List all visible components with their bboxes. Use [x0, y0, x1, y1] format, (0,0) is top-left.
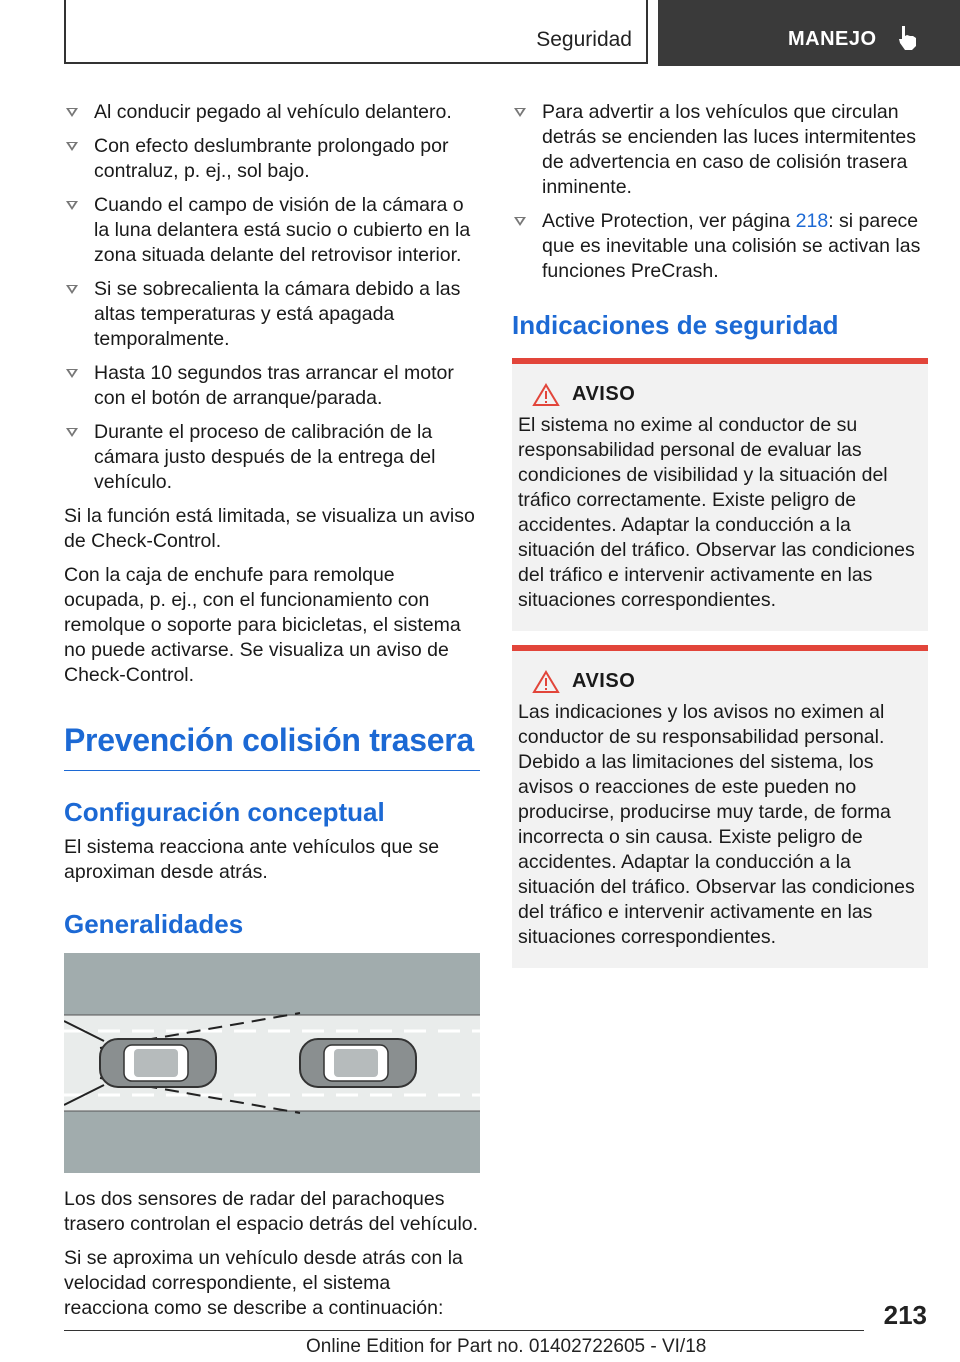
footer-edition: Online Edition for Part no. 01402722605 - VI/18	[306, 1336, 707, 1357]
header-section-box	[64, 0, 648, 64]
list-item: Si se sobrecalienta la cámara debido a las altas temperaturas y está apagada temporalmente.	[64, 277, 480, 352]
list-item: Hasta 10 segundos tras arrancar el motor con el botón de arranque/parada.	[64, 361, 480, 411]
triangle-bullet-icon	[66, 142, 78, 151]
paragraph: Con la caja de enchufe para remolque ocupada, p. ej., con el funcionamiento con remolque o soporte para bicicletas, el sistema no puede activarse. Se visualiza un aviso de Check-Control.	[64, 564, 461, 686]
list-item: Con efecto deslumbrante prolongado por contraluz, p. ej., sol bajo.	[64, 134, 480, 184]
rear-radar-illustration	[64, 953, 480, 1173]
warning-triangle-icon	[532, 383, 560, 407]
subsection-heading: Configuración conceptual	[64, 797, 385, 827]
section-heading: Prevención colisión trasera	[64, 720, 480, 771]
footer-divider	[64, 1330, 864, 1331]
warning-text: Las indicaciones y los avisos no eximen al conductor de su responsabilidad personal. Debido a las limitaciones del sistema, los avisos o reacciones de este pueden no producirse, producirse muy tarde, de forma incorrecta o sin causa. Existe peligro de accidentes. Adaptar la conducción a la situación del tráfico. Observar las condiciones del tráfico e intervenir activamente en las situaciones correspondientes.	[518, 701, 915, 948]
triangle-bullet-icon	[514, 108, 526, 117]
warning-box	[512, 645, 928, 968]
header-chapter-title: MANEJO	[788, 28, 877, 50]
pointing-hand-icon	[896, 24, 920, 52]
triangle-bullet-icon	[66, 108, 78, 117]
list-item: Durante el proceso de calibración de la cámara justo después de la entrega del vehículo.	[64, 420, 480, 495]
triangle-bullet-icon	[66, 369, 78, 378]
page-number: 213	[883, 1300, 927, 1330]
list-item: Al conducir pegado al vehículo delantero.	[64, 100, 480, 125]
warning-triangle-icon	[532, 670, 560, 694]
warning-box	[512, 358, 928, 631]
triangle-bullet-icon	[66, 201, 78, 210]
subsection-heading: Generalidades	[64, 909, 244, 939]
right-column	[512, 100, 928, 982]
paragraph: Los dos sensores de radar del parachoques trasero controlan el espacio detrás del vehículo.	[64, 1188, 479, 1235]
header-chapter-box	[658, 0, 960, 66]
reaction-list	[512, 100, 928, 284]
warning-title: AVISO	[572, 670, 636, 692]
page-link[interactable]: 218	[795, 210, 829, 232]
list-item: Active Protection, ver página 218: si parece que es inevitable una colisión se activan las funciones PreCrash.	[512, 209, 928, 284]
triangle-bullet-icon	[66, 428, 78, 437]
triangle-bullet-icon	[66, 285, 78, 294]
left-column	[64, 100, 480, 1330]
list-item: Para advertir a los vehículos que circulan detrás se encienden las luces intermitentes de advertencia en caso de colisión trasera inminente.	[512, 100, 928, 200]
paragraph: El sistema reacciona ante vehículos que se aproximan desde atrás.	[64, 836, 440, 883]
warning-text: El sistema no exime al conductor de su responsabilidad personal de evaluar las condiciones de visibilidad y la situación del tráfico correctamente. Existe peligro de accidentes. Adaptar la conducción a la situación del tráfico. Observar las condiciones del tráfico e intervenir activamente en las situaciones correspondientes.	[518, 414, 915, 611]
list-item: Cuando el campo de visión de la cámara o la luna delantera está sucio o cubierto en la zona situada delante del retrovisor interior.	[64, 193, 480, 268]
subsection-heading: Indicaciones de seguridad	[512, 310, 839, 340]
paragraph: Si la función está limitada, se visualiza un aviso de Check-Control.	[64, 505, 475, 552]
header-section-title: Seguridad	[536, 28, 632, 51]
triangle-bullet-icon	[514, 217, 526, 226]
warning-title: AVISO	[572, 383, 636, 405]
paragraph: Si se aproxima un vehículo desde atrás con la velocidad correspondiente, el sistema reacciona como se describe a continuación:	[64, 1247, 463, 1319]
limitation-list	[64, 100, 480, 495]
